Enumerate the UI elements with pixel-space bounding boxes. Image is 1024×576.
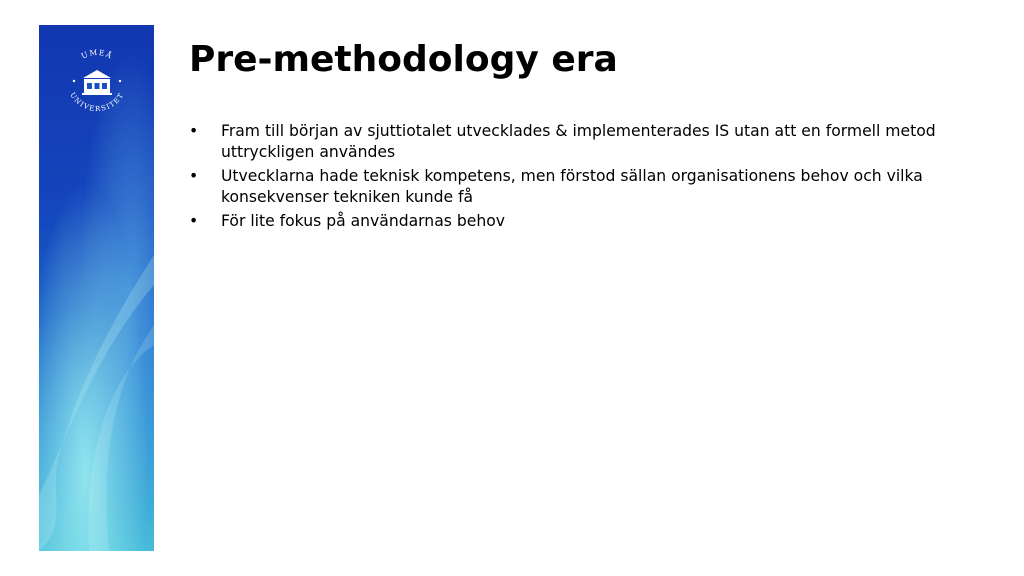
bullet-item: [189, 121, 979, 163]
bullet-item: [189, 166, 979, 208]
slide-title: Pre-methodology era: [189, 39, 618, 80]
svg-text:UNIVERSITET: UNIVERSITET: [68, 91, 126, 114]
svg-text:UMEÅ: UMEÅ: [79, 47, 115, 61]
bullet-marker: •: [189, 122, 199, 140]
side-decorative-band: [39, 25, 154, 551]
bullet-marker: •: [189, 212, 199, 230]
umea-universitet-seal-icon: [61, 45, 133, 117]
bullet-list: [189, 121, 979, 235]
bullet-text: Fram till början av sjuttiotalet utvecklades & implementerades IS utan att en formell metod uttryckligen användes: [221, 122, 936, 161]
bullet-text: Utvecklarna hade teknisk kompetens, men förstod sällan organisationens behov och vilka konsekvenser tekniken kunde få: [221, 167, 923, 206]
bullet-text: För lite fokus på användarnas behov: [221, 212, 505, 230]
bullet-marker: •: [189, 167, 199, 185]
bullet-item: [189, 211, 979, 232]
